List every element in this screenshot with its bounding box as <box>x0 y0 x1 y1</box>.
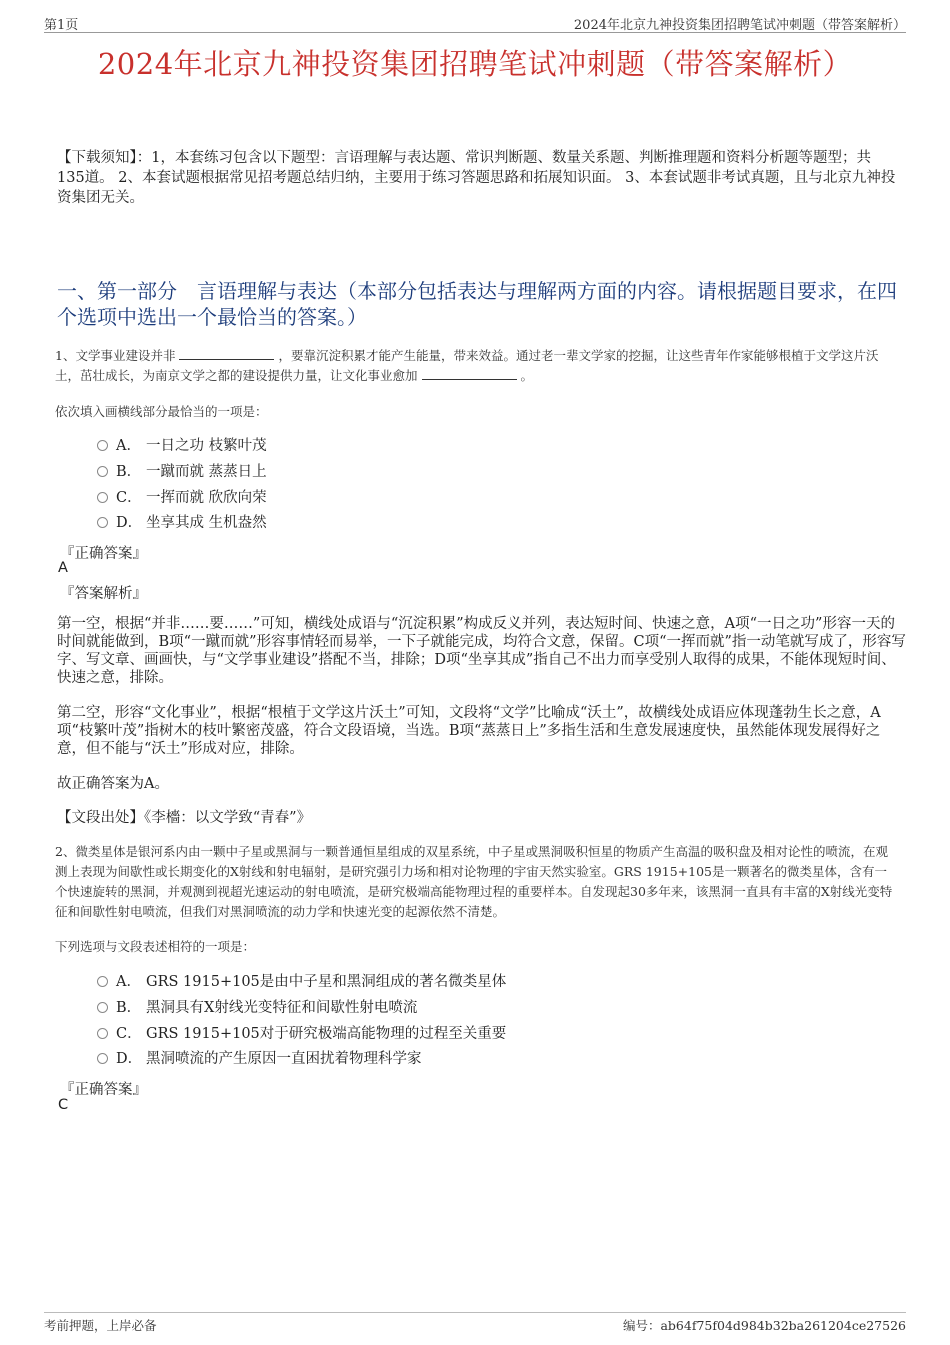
footer-slogan: 考前押题，上岸必备 <box>44 1318 157 1333</box>
blank-2 <box>422 366 517 380</box>
question-1-stem: 1、文学事业建设并非 ，要靠沉淀积累才能产生能量，带来效益。通过老一辈文学家的挖掘，让这些青年作家能够根植于文学这片沃土，茁壮成长，为南京文学之都的建设提供力量，让文化事业愈加 。 <box>55 348 879 383</box>
page-footer <box>44 1312 906 1334</box>
question-1-answer-label: 『正确答案』 <box>60 546 147 562</box>
question-2-answer-label: 『正确答案』 <box>60 1082 147 1098</box>
blank-1 <box>179 346 274 360</box>
question-2-prompt: 下列选项与文段表述相符的一项是： <box>55 939 256 954</box>
question-1-source: 【文段出处】《李檣：以文学致“青春”》 <box>57 810 312 826</box>
section-title: 一、第一部分 言语理解与表达（本部分包括表达与理解两方面的内容。请根据题目要求，在四个选项中选出一个最恰当的答案。） <box>57 279 897 329</box>
question-1-answer: A <box>58 560 68 576</box>
radio-button[interactable] <box>97 1002 108 1013</box>
page-number: 第1页 <box>44 18 79 33</box>
question-1-option-d[interactable]: D． 坐享其成 生机盎然 <box>97 513 267 533</box>
document-title: 2024年北京九神投资集团招聘笔试冲刺题（带答案解析） <box>97 47 853 81</box>
radio-button[interactable] <box>97 440 108 451</box>
radio-button[interactable] <box>97 466 108 477</box>
question-1-option-a[interactable]: A． 一日之功 枝繁叶茂 <box>97 436 267 456</box>
header-doc-name: 2024年北京九神投资集团招聘笔试冲刺题（带答案解析） <box>573 18 906 33</box>
question-1-analysis-paragraph-1: 第一空，根据“并非……要……”可知，横线处成语与“沉淀积累”构成反义并列，表达短时间、快速之意，A项“一日之功”形容一天的时间就能做到，B项“一蹴而就”形容事情轻而易举，一下子就能完成，均符合文意，保留。C项“一挥而就”指一动笔就写成了，形容写字、写文章、画画快，与“文学事业建设”搭配不当，排除；D项“坐享其成”指自己不出力而享受别人取得的成果，不能体现短时间、快速之意，排除。 <box>57 616 906 686</box>
radio-button[interactable] <box>97 976 108 987</box>
question-2-option-c[interactable]: C． GRS 1915+105对于研究极端高能物理的过程至关重要 <box>97 1024 506 1044</box>
question-2-answer: C <box>58 1097 69 1113</box>
question-1-option-c[interactable]: C． 一挥而就 欣欣向荣 <box>97 488 267 508</box>
question-1-conclusion: 故正确答案为A。 <box>57 776 169 792</box>
question-2-stem: 2、微类星体是银河系内由一颗中子星或黑洞与一颗普通恒星组成的双星系统，中子星或黑洞吸积恒星的物质产生高温的吸积盘及相对论性的喷流，在观测上表现为间歇性或长期变化的X射线和射电辐射，是研究强引力场和相对论物理的宇宙天然实验室。GRS 1915+105是一颗著名的微类星体，含有一个快速旋转的黑洞，并观测到视超光速运动的射电喷流，是研究极端高能物理过程的重要样本。自发现起30多年来，该黑洞一直具有丰富的X射线光变特征和间歇性射电喷流，但我们对黑洞喷流的动力学和快速光变的起源依然不清楚。 <box>55 844 893 919</box>
question-1-prompt: 依次填入画横线部分最恰当的一项是： <box>55 404 268 419</box>
question-2-option-b[interactable]: B． 黑洞具有X射线光变特征和间歇性射电喷流 <box>97 998 417 1018</box>
page-header <box>44 12 906 33</box>
question-1-option-b[interactable]: B． 一蹴而就 蒸蒸日上 <box>97 462 267 482</box>
footer-code: 编号：ab64f75f04d984b32ba261204ce27526 <box>622 1318 906 1333</box>
download-notice: 【下载须知】：1，本套练习包含以下题型：言语理解与表达题、常识判断题、数量关系题、判断推理题和资料分析题等题型；共135道。 2、本套试题根据常见招考题总结归纳，主要用于练习答题思路和拓展知识面。 3、本套试题非考试真题，且与北京九神投资集团无关。 <box>57 150 896 206</box>
radio-button[interactable] <box>97 517 108 528</box>
question-2-option-a[interactable]: A． GRS 1915+105是由中子星和黑洞组成的著名微类星体 <box>97 972 506 992</box>
question-1-analysis-paragraph-2: 第二空，形容“文化事业”，根据“根植于文学这片沃土”可知，文段将“文学”比喻成“沃土”，故横线处成语应体现蓬勃生长之意，A项“枝繁叶茂”指树木的枝叶繁密茂盛，符合文段语境，当选。B项“蒸蒸日上”多指生活和生意发展速度快，虽然能体现发展得好之意，但不能与“沃土”形成对应，排除。 <box>57 705 881 757</box>
radio-button[interactable] <box>97 1028 108 1039</box>
question-2-option-d[interactable]: D． 黑洞喷流的产生原因一直困扰着物理科学家 <box>97 1049 422 1069</box>
radio-button[interactable] <box>97 492 108 503</box>
radio-button[interactable] <box>97 1053 108 1064</box>
question-1-analysis-label: 『答案解析』 <box>60 586 147 602</box>
